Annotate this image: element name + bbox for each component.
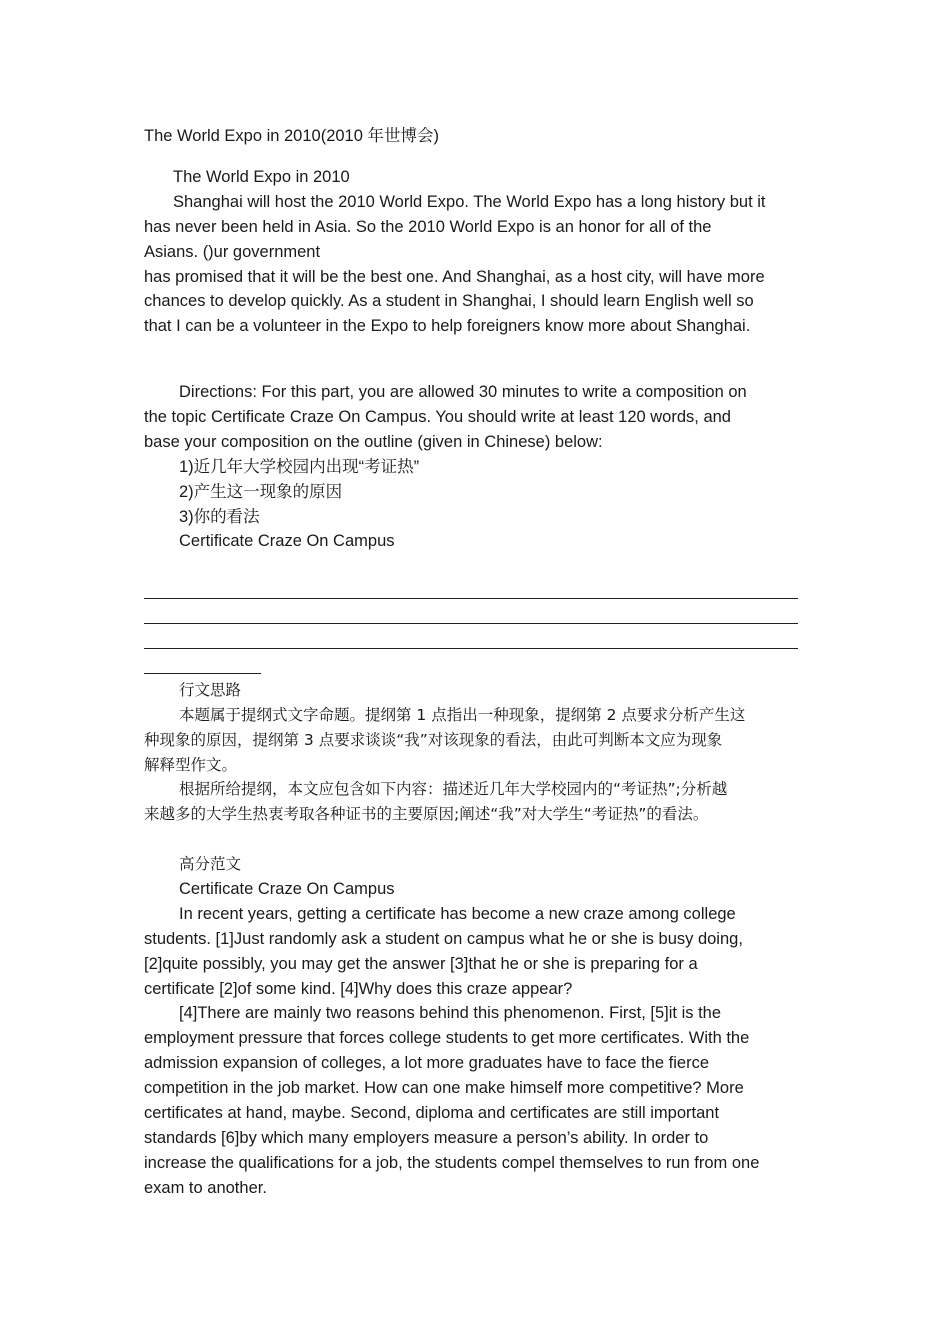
outline-item-1: 1)近几年大学校园内出现“考证热” (179, 458, 420, 476)
sample-line: admission expansion of colleges, a lot more graduates have to face the fierce (144, 1054, 709, 1072)
paragraph-line: Asians. ()ur government (144, 243, 321, 261)
sample-title: Certificate Craze On Campus (179, 880, 395, 898)
directions-line: Directions: For this part, you are allowed 30 minutes to write a composition on (179, 383, 747, 401)
paragraph-line: chances to develop quickly. As a student in Shanghai, I should learn English well so (144, 292, 754, 310)
outline-item-3: 3)你的看法 (179, 508, 260, 526)
directions-line: the topic Certificate Craze On Campus. You should write at least 120 words, and (144, 408, 731, 426)
analysis-line: 种现象的原因，提纲第 3 点要求谈谈“我”对该现象的看法，由此可判断本文应为现象 (144, 731, 723, 749)
sample-line: [2]quite possibly, you may get the answer [3]that he or she is preparing for a (144, 955, 698, 973)
writing-line (144, 623, 798, 624)
sample-line: In recent years, getting a certificate has become a new craze among college (179, 905, 736, 923)
sample-line: certificate [2]of some kind. [4]Why does this craze appear? (144, 980, 573, 998)
paragraph-line: has never been held in Asia. So the 2010 World Expo is an honor for all of the (144, 218, 712, 236)
sample-line: exam to another. (144, 1179, 267, 1197)
writing-line (144, 598, 798, 599)
analysis-line: 解释型作文。 (144, 756, 238, 774)
document-title: The World Expo in 2010(2010 年世博会) (144, 127, 439, 145)
sample-line: standards [6]by which many employers measure a person’s ability. In order to (144, 1129, 709, 1147)
writing-line (144, 648, 798, 649)
sample-line: [4]There are mainly two reasons behind this phenomenon. First, [5]it is the (179, 1004, 722, 1022)
sample-line: employment pressure that forces college students to get more certificates. With the (144, 1029, 750, 1047)
analysis-line: 来越多的大学生热衷考取各种证书的主要原因;阐述“我”对大学生“考证热”的看法。 (144, 805, 709, 823)
analysis-line: 本题属于提纲式文字命题。提纲第 1 点指出一种现象，提纲第 2 点要求分析产生这 (179, 706, 746, 724)
sample-line: certificates at hand, maybe. Second, diploma and certificates are still important (144, 1104, 720, 1122)
analysis-line: 根据所给提纲，本文应包含如下内容：描述近几年大学校园内的“考证热”;分析越 (179, 780, 728, 798)
sample-heading: 高分范文 (179, 855, 242, 873)
paragraph-line: Shanghai will host the 2010 World Expo. The World Expo has a long history but it (173, 193, 766, 211)
outline-item-2: 2)产生这一现象的原因 (179, 483, 343, 501)
paragraph-line: has promised that it will be the best one. And Shanghai, as a host city, will have more (144, 268, 765, 286)
analysis-heading: 行文思路 (179, 681, 242, 699)
directions-line: base your composition on the outline (given in Chinese) below: (144, 433, 603, 451)
expo-heading: The World Expo in 2010 (173, 168, 350, 186)
sample-line: competition in the job market. How can one make himself more competitive? More (144, 1079, 744, 1097)
paragraph-line: that I can be a volunteer in the Expo to help foreigners know more about Shanghai. (144, 317, 751, 335)
sample-line: students. [1]Just randomly ask a student on campus what he or she is busy doing, (144, 930, 743, 948)
sample-line: increase the qualifications for a job, the students compel themselves to run from one (144, 1154, 760, 1172)
composition-title: Certificate Craze On Campus (179, 532, 395, 550)
writing-line (144, 673, 261, 674)
